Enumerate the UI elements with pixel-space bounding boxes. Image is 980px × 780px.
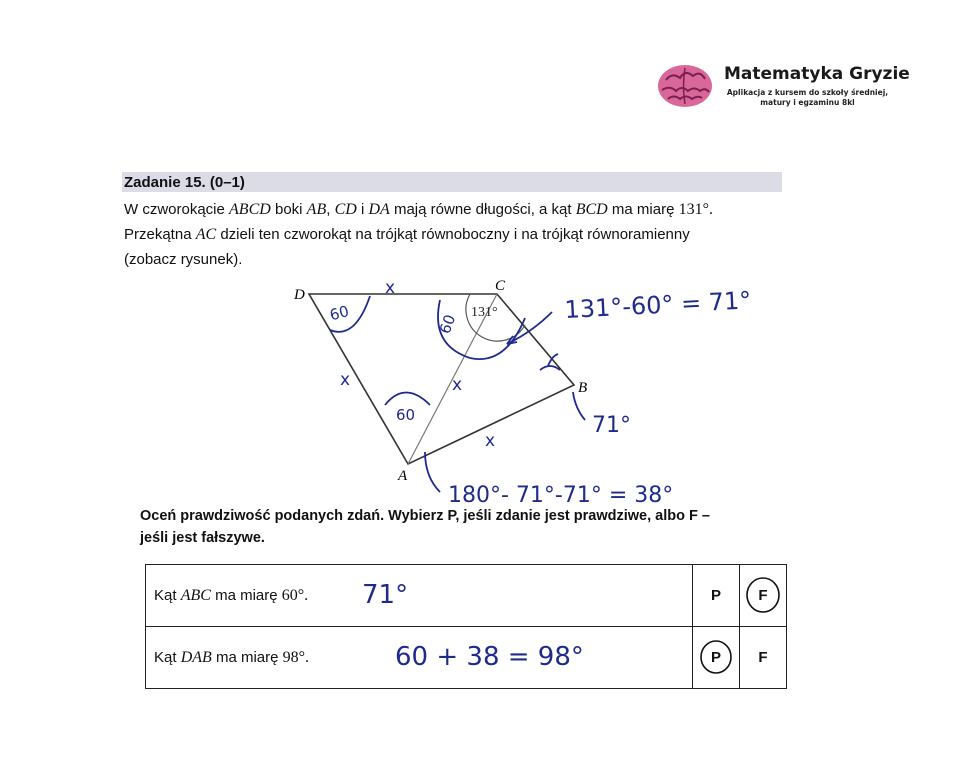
hand-calc-a: 180°- 71°-71° = 38°: [448, 483, 674, 508]
hand-angle-c: 60: [435, 312, 460, 337]
task-title: Zadanie 15. (0–1): [124, 174, 245, 191]
hand-angle-d: 60: [327, 301, 351, 325]
task-text-line1: W czworokącie ABCD boki AB, CD i DA mają równe długości, a kąt BCD ma miarę 131°.: [124, 201, 713, 218]
vertex-label-a: A: [398, 468, 408, 484]
hand-x-da: x: [340, 370, 351, 390]
hand-angle-b: 71°: [592, 413, 631, 438]
printed-angle-131: 131°: [471, 305, 498, 320]
circle-mark-icon: [696, 637, 736, 677]
logo-subtitle-line2: matury i egzaminu 8kl: [760, 98, 855, 107]
hand-arc-b: [540, 366, 560, 370]
hand-arc-a: [385, 393, 430, 406]
logo-title: Matematyka Gryzie: [724, 64, 910, 84]
hand-arrow-a: [425, 452, 440, 492]
task-text-line2: Przekątna AC dzieli ten czworokąt na trójkąt równoboczny i na trójkąt równoramienny: [124, 226, 690, 243]
hand-note-statement-2: 60 + 38 = 98°: [395, 642, 584, 672]
hand-x-dc: x: [385, 278, 396, 298]
hand-note-statement-1: 71°: [362, 580, 409, 610]
statement-2: Kąt DAB ma miarę 98°.: [146, 627, 693, 689]
hand-x-ab: x: [485, 431, 496, 451]
instructions-line2: jeśli jest fałszywe.: [140, 530, 265, 546]
hand-calc-c: 131°-60° = 71°: [563, 286, 752, 324]
task-text-line3: (zobacz rysunek).: [124, 251, 243, 268]
statement-1: Kąt ABC ma miarę 60°.: [146, 565, 693, 627]
statement-2-option-f[interactable]: F: [740, 627, 787, 689]
hand-angle-a: 60: [396, 406, 416, 424]
circle-mark-icon: [743, 575, 783, 615]
vertex-label-d: D: [294, 287, 305, 303]
hand-arrow-b: [573, 392, 585, 420]
vertex-label-c: C: [495, 278, 506, 294]
hand-x-ac: x: [452, 375, 463, 395]
statement-1-option-p[interactable]: P: [693, 565, 740, 627]
statement-1-option-f[interactable]: F: [740, 565, 787, 627]
table-row: [146, 565, 787, 627]
vertex-label-b: B: [578, 380, 588, 396]
logo-subtitle-line1: Aplikacja z kursem do szkoły średniej,: [726, 88, 889, 97]
instructions-line1: Oceń prawdziwość podanych zdań. Wybierz P, jeśli zdanie jest prawdziwe, albo F –: [140, 508, 710, 524]
statement-2-option-p[interactable]: P: [693, 627, 740, 689]
